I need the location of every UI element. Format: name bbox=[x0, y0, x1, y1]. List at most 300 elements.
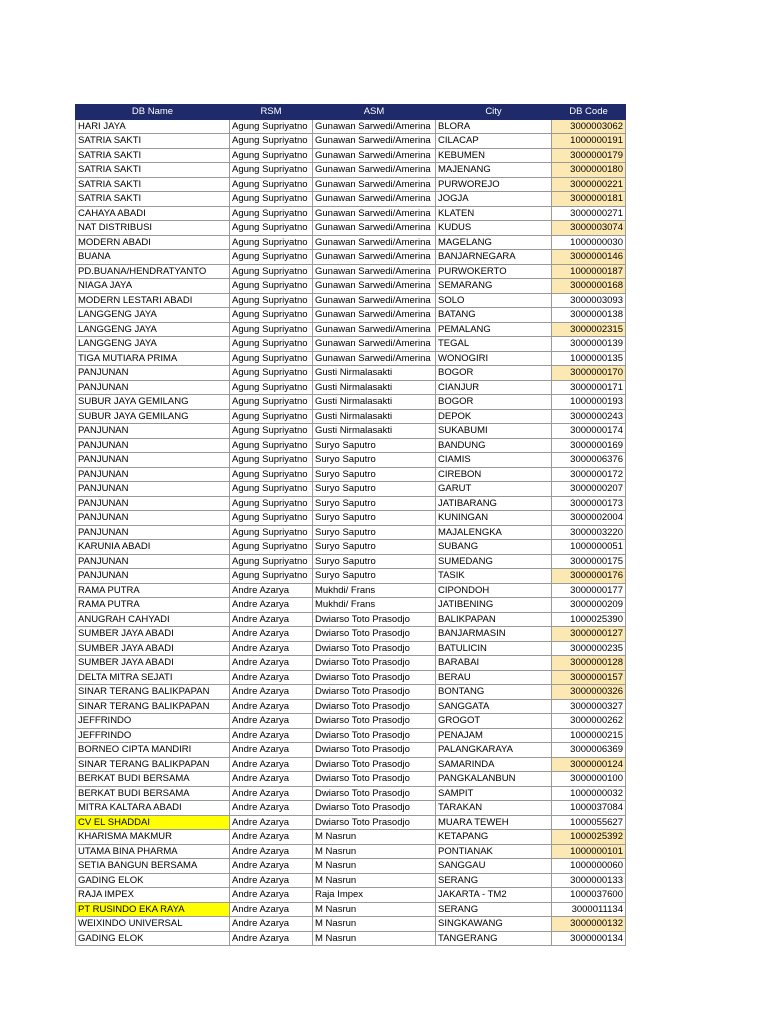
city-cell[interactable]: CIPONDOH bbox=[436, 583, 552, 598]
asm-cell[interactable]: Suryo Saputro bbox=[313, 511, 436, 526]
rsm-cell[interactable]: Agung Supriyatno bbox=[230, 279, 313, 294]
asm-cell[interactable]: Mukhdi/ Frans bbox=[313, 583, 436, 598]
asm-cell[interactable]: Gusti Nirmalasakti bbox=[313, 409, 436, 424]
db-code-cell[interactable]: 3000000157 bbox=[552, 670, 626, 685]
db-name-cell[interactable]: SUBUR JAYA GEMILANG bbox=[76, 409, 230, 424]
db-name-cell[interactable]: BERKAT BUDI BERSAMA bbox=[76, 772, 230, 787]
asm-cell[interactable]: Gunawan Sarwedi/Amerina bbox=[313, 351, 436, 366]
rsm-cell[interactable]: Andre Azarya bbox=[230, 931, 313, 946]
city-cell[interactable]: BOGOR bbox=[436, 366, 552, 381]
rsm-cell[interactable]: Agung Supriyatno bbox=[230, 496, 313, 511]
db-code-cell[interactable]: 3000000124 bbox=[552, 757, 626, 772]
rsm-cell[interactable]: Agung Supriyatno bbox=[230, 424, 313, 439]
asm-cell[interactable]: M Nasrun bbox=[313, 931, 436, 946]
db-name-cell[interactable]: NIAGA JAYA bbox=[76, 279, 230, 294]
db-name-cell[interactable]: RAJA IMPEX bbox=[76, 888, 230, 903]
city-cell[interactable]: PURWOREJO bbox=[436, 177, 552, 192]
asm-cell[interactable]: Gusti Nirmalasakti bbox=[313, 380, 436, 395]
db-name-cell[interactable]: GADING ELOK bbox=[76, 931, 230, 946]
db-code-cell[interactable]: 3000011134 bbox=[552, 902, 626, 917]
table-row bbox=[76, 395, 626, 410]
db-name-cell[interactable]: WEIXINDO UNIVERSAL bbox=[76, 917, 230, 932]
asm-cell[interactable]: Gusti Nirmalasakti bbox=[313, 395, 436, 410]
city-cell[interactable]: BANDUNG bbox=[436, 438, 552, 453]
db-code-cell[interactable]: 1000000193 bbox=[552, 395, 626, 410]
db-name-cell[interactable]: SUMBER JAYA ABADI bbox=[76, 641, 230, 656]
asm-cell[interactable]: Gunawan Sarwedi/Amerina bbox=[313, 235, 436, 250]
db-code-cell[interactable]: 3000000128 bbox=[552, 656, 626, 671]
db-code-cell[interactable]: 1000000135 bbox=[552, 351, 626, 366]
asm-cell[interactable]: Dwiarso Toto Prasodjo bbox=[313, 801, 436, 816]
db-code-cell[interactable]: 3000000170 bbox=[552, 366, 626, 381]
db-name-cell[interactable]: CV EL SHADDAI bbox=[76, 815, 230, 830]
db-name-cell[interactable]: BUANA bbox=[76, 250, 230, 265]
city-cell[interactable]: TASIK bbox=[436, 569, 552, 584]
db-name-cell[interactable]: MODERN ABADI bbox=[76, 235, 230, 250]
header-db-code[interactable]: DB Code bbox=[552, 105, 626, 120]
db-code-cell[interactable]: 1000000215 bbox=[552, 728, 626, 743]
db-code-cell[interactable]: 3000000221 bbox=[552, 177, 626, 192]
asm-cell[interactable]: Mukhdi/ Frans bbox=[313, 598, 436, 613]
header-asm[interactable]: ASM bbox=[313, 105, 436, 120]
rsm-cell[interactable]: Agung Supriyatno bbox=[230, 148, 313, 163]
db-name-cell[interactable]: PANJUNAN bbox=[76, 453, 230, 468]
db-name-cell[interactable]: BORNEO CIPTA MANDIRI bbox=[76, 743, 230, 758]
db-code-cell[interactable]: 3000000171 bbox=[552, 380, 626, 395]
rsm-cell[interactable]: Agung Supriyatno bbox=[230, 293, 313, 308]
city-cell[interactable]: BLORA bbox=[436, 119, 552, 134]
city-cell[interactable]: PANGKALANBUN bbox=[436, 772, 552, 787]
asm-cell[interactable]: Gusti Nirmalasakti bbox=[313, 424, 436, 439]
db-code-cell[interactable]: 3000000235 bbox=[552, 641, 626, 656]
asm-cell[interactable]: M Nasrun bbox=[313, 917, 436, 932]
db-name-cell[interactable]: SINAR TERANG BALIKPAPAN bbox=[76, 757, 230, 772]
asm-cell[interactable]: Gunawan Sarwedi/Amerina bbox=[313, 308, 436, 323]
city-cell[interactable]: GROGOT bbox=[436, 714, 552, 729]
db-code-cell[interactable]: 3000003074 bbox=[552, 221, 626, 236]
rsm-cell[interactable]: Agung Supriyatno bbox=[230, 554, 313, 569]
db-name-cell[interactable]: PANJUNAN bbox=[76, 554, 230, 569]
city-cell[interactable]: BATULICIN bbox=[436, 641, 552, 656]
rsm-cell[interactable]: Agung Supriyatno bbox=[230, 482, 313, 497]
db-code-cell[interactable]: 1000000191 bbox=[552, 134, 626, 149]
db-code-cell[interactable]: 3000000262 bbox=[552, 714, 626, 729]
asm-cell[interactable]: Dwiarso Toto Prasodjo bbox=[313, 772, 436, 787]
db-name-cell[interactable]: SATRIA SAKTI bbox=[76, 177, 230, 192]
db-name-cell[interactable]: PANJUNAN bbox=[76, 438, 230, 453]
db-name-cell[interactable]: SATRIA SAKTI bbox=[76, 163, 230, 178]
rsm-cell[interactable]: Andre Azarya bbox=[230, 757, 313, 772]
city-cell[interactable]: SUKABUMI bbox=[436, 424, 552, 439]
city-cell[interactable]: BANJARNEGARA bbox=[436, 250, 552, 265]
city-cell[interactable]: GARUT bbox=[436, 482, 552, 497]
asm-cell[interactable]: M Nasrun bbox=[313, 902, 436, 917]
asm-cell[interactable]: Dwiarso Toto Prasodjo bbox=[313, 670, 436, 685]
db-code-cell[interactable]: 1000000101 bbox=[552, 844, 626, 859]
city-cell[interactable]: BONTANG bbox=[436, 685, 552, 700]
city-cell[interactable]: CIAMIS bbox=[436, 453, 552, 468]
city-cell[interactable]: PURWOKERTO bbox=[436, 264, 552, 279]
asm-cell[interactable]: Gunawan Sarwedi/Amerina bbox=[313, 163, 436, 178]
db-code-cell[interactable]: 3000000132 bbox=[552, 917, 626, 932]
db-code-cell[interactable]: 1000037600 bbox=[552, 888, 626, 903]
db-name-cell[interactable]: SETIA BANGUN BERSAMA bbox=[76, 859, 230, 874]
asm-cell[interactable]: Suryo Saputro bbox=[313, 569, 436, 584]
db-code-cell[interactable]: 3000000177 bbox=[552, 583, 626, 598]
city-cell[interactable]: BOGOR bbox=[436, 395, 552, 410]
db-code-cell[interactable]: 3000003220 bbox=[552, 525, 626, 540]
db-code-cell[interactable]: 3000000209 bbox=[552, 598, 626, 613]
db-name-cell[interactable]: SATRIA SAKTI bbox=[76, 192, 230, 207]
db-code-cell[interactable]: 1000000032 bbox=[552, 786, 626, 801]
city-cell[interactable]: JATIBARANG bbox=[436, 496, 552, 511]
db-name-cell[interactable]: HARI JAYA bbox=[76, 119, 230, 134]
city-cell[interactable]: SANGGATA bbox=[436, 699, 552, 714]
db-name-cell[interactable]: PANJUNAN bbox=[76, 511, 230, 526]
asm-cell[interactable]: Suryo Saputro bbox=[313, 554, 436, 569]
rsm-cell[interactable]: Agung Supriyatno bbox=[230, 134, 313, 149]
db-name-cell[interactable]: PT RUSINDO EKA RAYA bbox=[76, 902, 230, 917]
table-row bbox=[76, 134, 626, 149]
db-code-cell[interactable]: 3000000207 bbox=[552, 482, 626, 497]
table-row bbox=[76, 511, 626, 526]
city-cell[interactable]: CIANJUR bbox=[436, 380, 552, 395]
db-name-cell[interactable]: LANGGENG JAYA bbox=[76, 322, 230, 337]
db-code-cell[interactable]: 3000000133 bbox=[552, 873, 626, 888]
table-row bbox=[76, 540, 626, 555]
db-code-cell[interactable]: 3000000100 bbox=[552, 772, 626, 787]
db-name-cell[interactable]: GADING ELOK bbox=[76, 873, 230, 888]
db-name-cell[interactable]: TIGA MUTIARA PRIMA bbox=[76, 351, 230, 366]
rsm-cell[interactable]: Andre Azarya bbox=[230, 830, 313, 845]
db-name-cell[interactable]: PD.BUANA/HENDRATYANTO bbox=[76, 264, 230, 279]
rsm-cell[interactable]: Andre Azarya bbox=[230, 902, 313, 917]
db-name-cell[interactable]: SUMBER JAYA ABADI bbox=[76, 656, 230, 671]
db-code-cell[interactable]: 3000000176 bbox=[552, 569, 626, 584]
rsm-cell[interactable]: Agung Supriyatno bbox=[230, 467, 313, 482]
rsm-cell[interactable]: Agung Supriyatno bbox=[230, 308, 313, 323]
db-name-cell[interactable]: JEFFRINDO bbox=[76, 728, 230, 743]
db-code-cell[interactable]: 1000055627 bbox=[552, 815, 626, 830]
db-name-cell[interactable]: PANJUNAN bbox=[76, 496, 230, 511]
rsm-cell[interactable]: Andre Azarya bbox=[230, 583, 313, 598]
rsm-cell[interactable]: Andre Azarya bbox=[230, 656, 313, 671]
db-code-cell[interactable]: 3000000180 bbox=[552, 163, 626, 178]
asm-cell[interactable]: M Nasrun bbox=[313, 844, 436, 859]
db-name-cell[interactable]: ANUGRAH CAHYADI bbox=[76, 612, 230, 627]
rsm-cell[interactable]: Agung Supriyatno bbox=[230, 525, 313, 540]
city-cell[interactable]: BARABAI bbox=[436, 656, 552, 671]
asm-cell[interactable]: Suryo Saputro bbox=[313, 482, 436, 497]
rsm-cell[interactable]: Agung Supriyatno bbox=[230, 395, 313, 410]
db-code-cell[interactable]: 3000000326 bbox=[552, 685, 626, 700]
header-city[interactable]: City bbox=[436, 105, 552, 120]
rsm-cell[interactable]: Agung Supriyatno bbox=[230, 177, 313, 192]
city-cell[interactable]: BALIKPAPAN bbox=[436, 612, 552, 627]
asm-cell[interactable]: Dwiarso Toto Prasodjo bbox=[313, 757, 436, 772]
db-name-cell[interactable]: RAMA PUTRA bbox=[76, 583, 230, 598]
db-name-cell[interactable]: MODERN LESTARI ABADI bbox=[76, 293, 230, 308]
db-code-cell[interactable]: 3000000181 bbox=[552, 192, 626, 207]
asm-cell[interactable]: Gunawan Sarwedi/Amerina bbox=[313, 250, 436, 265]
db-code-cell[interactable]: 3000000138 bbox=[552, 308, 626, 323]
asm-cell[interactable]: Gunawan Sarwedi/Amerina bbox=[313, 206, 436, 221]
asm-cell[interactable]: Dwiarso Toto Prasodjo bbox=[313, 612, 436, 627]
city-cell[interactable]: DEPOK bbox=[436, 409, 552, 424]
db-name-cell[interactable]: PANJUNAN bbox=[76, 569, 230, 584]
asm-cell[interactable]: Dwiarso Toto Prasodjo bbox=[313, 641, 436, 656]
city-cell[interactable]: CILACAP bbox=[436, 134, 552, 149]
db-code-cell[interactable]: 3000006369 bbox=[552, 743, 626, 758]
db-code-cell[interactable]: 3000000271 bbox=[552, 206, 626, 221]
db-name-cell[interactable]: PANJUNAN bbox=[76, 525, 230, 540]
db-code-cell[interactable]: 3000006376 bbox=[552, 453, 626, 468]
city-cell[interactable]: SUBANG bbox=[436, 540, 552, 555]
rsm-cell[interactable]: Agung Supriyatno bbox=[230, 221, 313, 236]
db-code-cell[interactable]: 3000000168 bbox=[552, 279, 626, 294]
db-name-cell[interactable]: SATRIA SAKTI bbox=[76, 148, 230, 163]
rsm-cell[interactable]: Agung Supriyatno bbox=[230, 322, 313, 337]
db-name-cell[interactable]: SUMBER JAYA ABADI bbox=[76, 627, 230, 642]
rsm-cell[interactable]: Andre Azarya bbox=[230, 786, 313, 801]
asm-cell[interactable]: Dwiarso Toto Prasodjo bbox=[313, 815, 436, 830]
city-cell[interactable]: SINGKAWANG bbox=[436, 917, 552, 932]
city-cell[interactable]: SUMEDANG bbox=[436, 554, 552, 569]
db-code-cell[interactable]: 3000000175 bbox=[552, 554, 626, 569]
db-code-cell[interactable]: 3000000179 bbox=[552, 148, 626, 163]
db-code-cell[interactable]: 1000037084 bbox=[552, 801, 626, 816]
rsm-cell[interactable]: Andre Azarya bbox=[230, 873, 313, 888]
db-code-cell[interactable]: 1000025392 bbox=[552, 830, 626, 845]
city-cell[interactable]: TARAKAN bbox=[436, 801, 552, 816]
city-cell[interactable]: PONTIANAK bbox=[436, 844, 552, 859]
city-cell[interactable]: WONOGIRI bbox=[436, 351, 552, 366]
rsm-cell[interactable]: Andre Azarya bbox=[230, 728, 313, 743]
city-cell[interactable]: BERAU bbox=[436, 670, 552, 685]
asm-cell[interactable]: Gunawan Sarwedi/Amerina bbox=[313, 264, 436, 279]
rsm-cell[interactable]: Andre Azarya bbox=[230, 641, 313, 656]
city-cell[interactable]: BATANG bbox=[436, 308, 552, 323]
rsm-cell[interactable]: Agung Supriyatno bbox=[230, 163, 313, 178]
asm-cell[interactable]: Gunawan Sarwedi/Amerina bbox=[313, 177, 436, 192]
asm-cell[interactable]: Gunawan Sarwedi/Amerina bbox=[313, 221, 436, 236]
city-cell[interactable]: SANGGAU bbox=[436, 859, 552, 874]
rsm-cell[interactable]: Agung Supriyatno bbox=[230, 351, 313, 366]
db-name-cell[interactable]: PANJUNAN bbox=[76, 467, 230, 482]
db-name-cell[interactable]: JEFFRINDO bbox=[76, 714, 230, 729]
asm-cell[interactable]: Gunawan Sarwedi/Amerina bbox=[313, 148, 436, 163]
rsm-cell[interactable]: Andre Azarya bbox=[230, 772, 313, 787]
db-name-cell[interactable]: SINAR TERANG BALIKPAPAN bbox=[76, 685, 230, 700]
db-name-cell[interactable]: DELTA MITRA SEJATI bbox=[76, 670, 230, 685]
asm-cell[interactable]: Gunawan Sarwedi/Amerina bbox=[313, 337, 436, 352]
db-code-cell[interactable]: 3000003062 bbox=[552, 119, 626, 134]
db-code-cell[interactable]: 3000000173 bbox=[552, 496, 626, 511]
asm-cell[interactable]: Gunawan Sarwedi/Amerina bbox=[313, 279, 436, 294]
db-code-cell[interactable]: 3000000169 bbox=[552, 438, 626, 453]
db-code-cell[interactable]: 3000000139 bbox=[552, 337, 626, 352]
city-cell[interactable]: TANGERANG bbox=[436, 931, 552, 946]
db-code-cell[interactable]: 3000000134 bbox=[552, 931, 626, 946]
city-cell[interactable]: MAGELANG bbox=[436, 235, 552, 250]
rsm-cell[interactable]: Agung Supriyatno bbox=[230, 540, 313, 555]
db-name-cell[interactable]: RAMA PUTRA bbox=[76, 598, 230, 613]
asm-cell[interactable]: Dwiarso Toto Prasodjo bbox=[313, 627, 436, 642]
rsm-cell[interactable]: Agung Supriyatno bbox=[230, 337, 313, 352]
city-cell[interactable]: MAJALENGKA bbox=[436, 525, 552, 540]
db-name-cell[interactable]: KHARISMA MAKMUR bbox=[76, 830, 230, 845]
city-cell[interactable]: MUARA TEWEH bbox=[436, 815, 552, 830]
db-code-cell[interactable]: 3000000174 bbox=[552, 424, 626, 439]
table-row bbox=[76, 569, 626, 584]
rsm-cell[interactable]: Agung Supriyatno bbox=[230, 511, 313, 526]
db-code-cell[interactable]: 3000000127 bbox=[552, 627, 626, 642]
rsm-cell[interactable]: Agung Supriyatno bbox=[230, 453, 313, 468]
rsm-cell[interactable]: Agung Supriyatno bbox=[230, 380, 313, 395]
city-cell[interactable]: PEMALANG bbox=[436, 322, 552, 337]
db-name-cell[interactable]: SINAR TERANG BALIKPAPAN bbox=[76, 699, 230, 714]
asm-cell[interactable]: Dwiarso Toto Prasodjo bbox=[313, 656, 436, 671]
rsm-cell[interactable]: Andre Azarya bbox=[230, 627, 313, 642]
asm-cell[interactable]: Dwiarso Toto Prasodjo bbox=[313, 714, 436, 729]
city-cell[interactable]: KETAPANG bbox=[436, 830, 552, 845]
asm-cell[interactable]: M Nasrun bbox=[313, 859, 436, 874]
db-code-cell[interactable]: 3000003093 bbox=[552, 293, 626, 308]
db-name-cell[interactable]: CAHAYA ABADI bbox=[76, 206, 230, 221]
rsm-cell[interactable]: Andre Azarya bbox=[230, 598, 313, 613]
db-name-cell[interactable]: SATRIA SAKTI bbox=[76, 134, 230, 149]
city-cell[interactable]: CIREBON bbox=[436, 467, 552, 482]
asm-cell[interactable]: Gusti Nirmalasakti bbox=[313, 366, 436, 381]
asm-cell[interactable]: Gunawan Sarwedi/Amerina bbox=[313, 293, 436, 308]
db-code-cell[interactable]: 1000000187 bbox=[552, 264, 626, 279]
city-cell[interactable]: KEBUMEN bbox=[436, 148, 552, 163]
table-row bbox=[76, 525, 626, 540]
rsm-cell[interactable]: Agung Supriyatno bbox=[230, 264, 313, 279]
header-db-name[interactable]: DB Name bbox=[76, 105, 230, 120]
rsm-cell[interactable]: Agung Supriyatno bbox=[230, 192, 313, 207]
db-name-cell[interactable]: NAT DISTRIBUSI bbox=[76, 221, 230, 236]
asm-cell[interactable]: Gunawan Sarwedi/Amerina bbox=[313, 322, 436, 337]
rsm-cell[interactable]: Andre Azarya bbox=[230, 714, 313, 729]
db-code-cell[interactable]: 1000000060 bbox=[552, 859, 626, 874]
db-name-cell[interactable]: LANGGENG JAYA bbox=[76, 337, 230, 352]
db-name-cell[interactable]: SUBUR JAYA GEMILANG bbox=[76, 395, 230, 410]
table-row bbox=[76, 670, 626, 685]
city-cell[interactable]: JATIBENING bbox=[436, 598, 552, 613]
asm-cell[interactable]: Dwiarso Toto Prasodjo bbox=[313, 699, 436, 714]
rsm-cell[interactable]: Agung Supriyatno bbox=[230, 250, 313, 265]
db-name-cell[interactable]: UTAMA BINA PHARMA bbox=[76, 844, 230, 859]
rsm-cell[interactable]: Andre Azarya bbox=[230, 801, 313, 816]
rsm-cell[interactable]: Andre Azarya bbox=[230, 844, 313, 859]
db-name-cell[interactable]: LANGGENG JAYA bbox=[76, 308, 230, 323]
asm-cell[interactable]: Suryo Saputro bbox=[313, 467, 436, 482]
db-code-cell[interactable]: 3000002004 bbox=[552, 511, 626, 526]
header-rsm[interactable]: RSM bbox=[230, 105, 313, 120]
asm-cell[interactable]: Suryo Saputro bbox=[313, 453, 436, 468]
table-row bbox=[76, 902, 626, 917]
rsm-cell[interactable]: Agung Supriyatno bbox=[230, 409, 313, 424]
asm-cell[interactable]: Suryo Saputro bbox=[313, 438, 436, 453]
db-name-cell[interactable]: PANJUNAN bbox=[76, 380, 230, 395]
city-cell[interactable]: PENAJAM bbox=[436, 728, 552, 743]
db-name-cell[interactable]: PANJUNAN bbox=[76, 424, 230, 439]
city-cell[interactable]: JAKARTA - TM2 bbox=[436, 888, 552, 903]
city-cell[interactable]: MAJENANG bbox=[436, 163, 552, 178]
city-cell[interactable]: SERANG bbox=[436, 873, 552, 888]
db-code-cell[interactable]: 3000000327 bbox=[552, 699, 626, 714]
rsm-cell[interactable]: Agung Supriyatno bbox=[230, 366, 313, 381]
db-name-cell[interactable]: PANJUNAN bbox=[76, 366, 230, 381]
asm-cell[interactable]: Dwiarso Toto Prasodjo bbox=[313, 743, 436, 758]
rsm-cell[interactable]: Andre Azarya bbox=[230, 670, 313, 685]
asm-cell[interactable]: Gunawan Sarwedi/Amerina bbox=[313, 192, 436, 207]
city-cell[interactable]: KUNINGAN bbox=[436, 511, 552, 526]
db-code-cell[interactable]: 3000000243 bbox=[552, 409, 626, 424]
city-cell[interactable]: TEGAL bbox=[436, 337, 552, 352]
rsm-cell[interactable]: Andre Azarya bbox=[230, 815, 313, 830]
asm-cell[interactable]: Dwiarso Toto Prasodjo bbox=[313, 685, 436, 700]
rsm-cell[interactable]: Andre Azarya bbox=[230, 612, 313, 627]
rsm-cell[interactable]: Andre Azarya bbox=[230, 859, 313, 874]
asm-cell[interactable]: Dwiarso Toto Prasodjo bbox=[313, 786, 436, 801]
db-name-cell[interactable]: MITRA KALTARA ABADI bbox=[76, 801, 230, 816]
city-cell[interactable]: SAMARINDA bbox=[436, 757, 552, 772]
city-cell[interactable]: PALANGKARAYA bbox=[436, 743, 552, 758]
asm-cell[interactable]: Dwiarso Toto Prasodjo bbox=[313, 728, 436, 743]
city-cell[interactable]: KUDUS bbox=[436, 221, 552, 236]
db-code-cell[interactable]: 1000000051 bbox=[552, 540, 626, 555]
rsm-cell[interactable]: Agung Supriyatno bbox=[230, 235, 313, 250]
city-cell[interactable]: SEMARANG bbox=[436, 279, 552, 294]
db-code-cell[interactable]: 1000000030 bbox=[552, 235, 626, 250]
asm-cell[interactable]: Suryo Saputro bbox=[313, 525, 436, 540]
city-cell[interactable]: JOGJA bbox=[436, 192, 552, 207]
city-cell[interactable]: SERANG bbox=[436, 902, 552, 917]
rsm-cell[interactable]: Andre Azarya bbox=[230, 699, 313, 714]
rsm-cell[interactable]: Andre Azarya bbox=[230, 743, 313, 758]
db-code-cell[interactable]: 3000002315 bbox=[552, 322, 626, 337]
rsm-cell[interactable]: Agung Supriyatno bbox=[230, 206, 313, 221]
asm-cell[interactable]: M Nasrun bbox=[313, 830, 436, 845]
db-code-cell[interactable]: 3000000146 bbox=[552, 250, 626, 265]
db-name-cell[interactable]: PANJUNAN bbox=[76, 482, 230, 497]
rsm-cell[interactable]: Agung Supriyatno bbox=[230, 569, 313, 584]
city-cell[interactable]: SOLO bbox=[436, 293, 552, 308]
rsm-cell[interactable]: Agung Supriyatno bbox=[230, 119, 313, 134]
city-cell[interactable]: KLATEN bbox=[436, 206, 552, 221]
asm-cell[interactable]: Suryo Saputro bbox=[313, 496, 436, 511]
asm-cell[interactable]: Gunawan Sarwedi/Amerina bbox=[313, 119, 436, 134]
asm-cell[interactable]: Raja Impex bbox=[313, 888, 436, 903]
asm-cell[interactable]: M Nasrun bbox=[313, 873, 436, 888]
asm-cell[interactable]: Gunawan Sarwedi/Amerina bbox=[313, 134, 436, 149]
city-cell[interactable]: SAMPIT bbox=[436, 786, 552, 801]
rsm-cell[interactable]: Andre Azarya bbox=[230, 917, 313, 932]
db-code-cell[interactable]: 3000000172 bbox=[552, 467, 626, 482]
db-name-cell[interactable]: KARUNIA ABADI bbox=[76, 540, 230, 555]
rsm-cell[interactable]: Andre Azarya bbox=[230, 888, 313, 903]
asm-cell[interactable]: Suryo Saputro bbox=[313, 540, 436, 555]
table-row bbox=[76, 206, 626, 221]
rsm-cell[interactable]: Andre Azarya bbox=[230, 685, 313, 700]
db-code-cell[interactable]: 1000025390 bbox=[552, 612, 626, 627]
table-row bbox=[76, 844, 626, 859]
db-name-cell[interactable]: BERKAT BUDI BERSAMA bbox=[76, 786, 230, 801]
rsm-cell[interactable]: Agung Supriyatno bbox=[230, 438, 313, 453]
city-cell[interactable]: BANJARMASIN bbox=[436, 627, 552, 642]
